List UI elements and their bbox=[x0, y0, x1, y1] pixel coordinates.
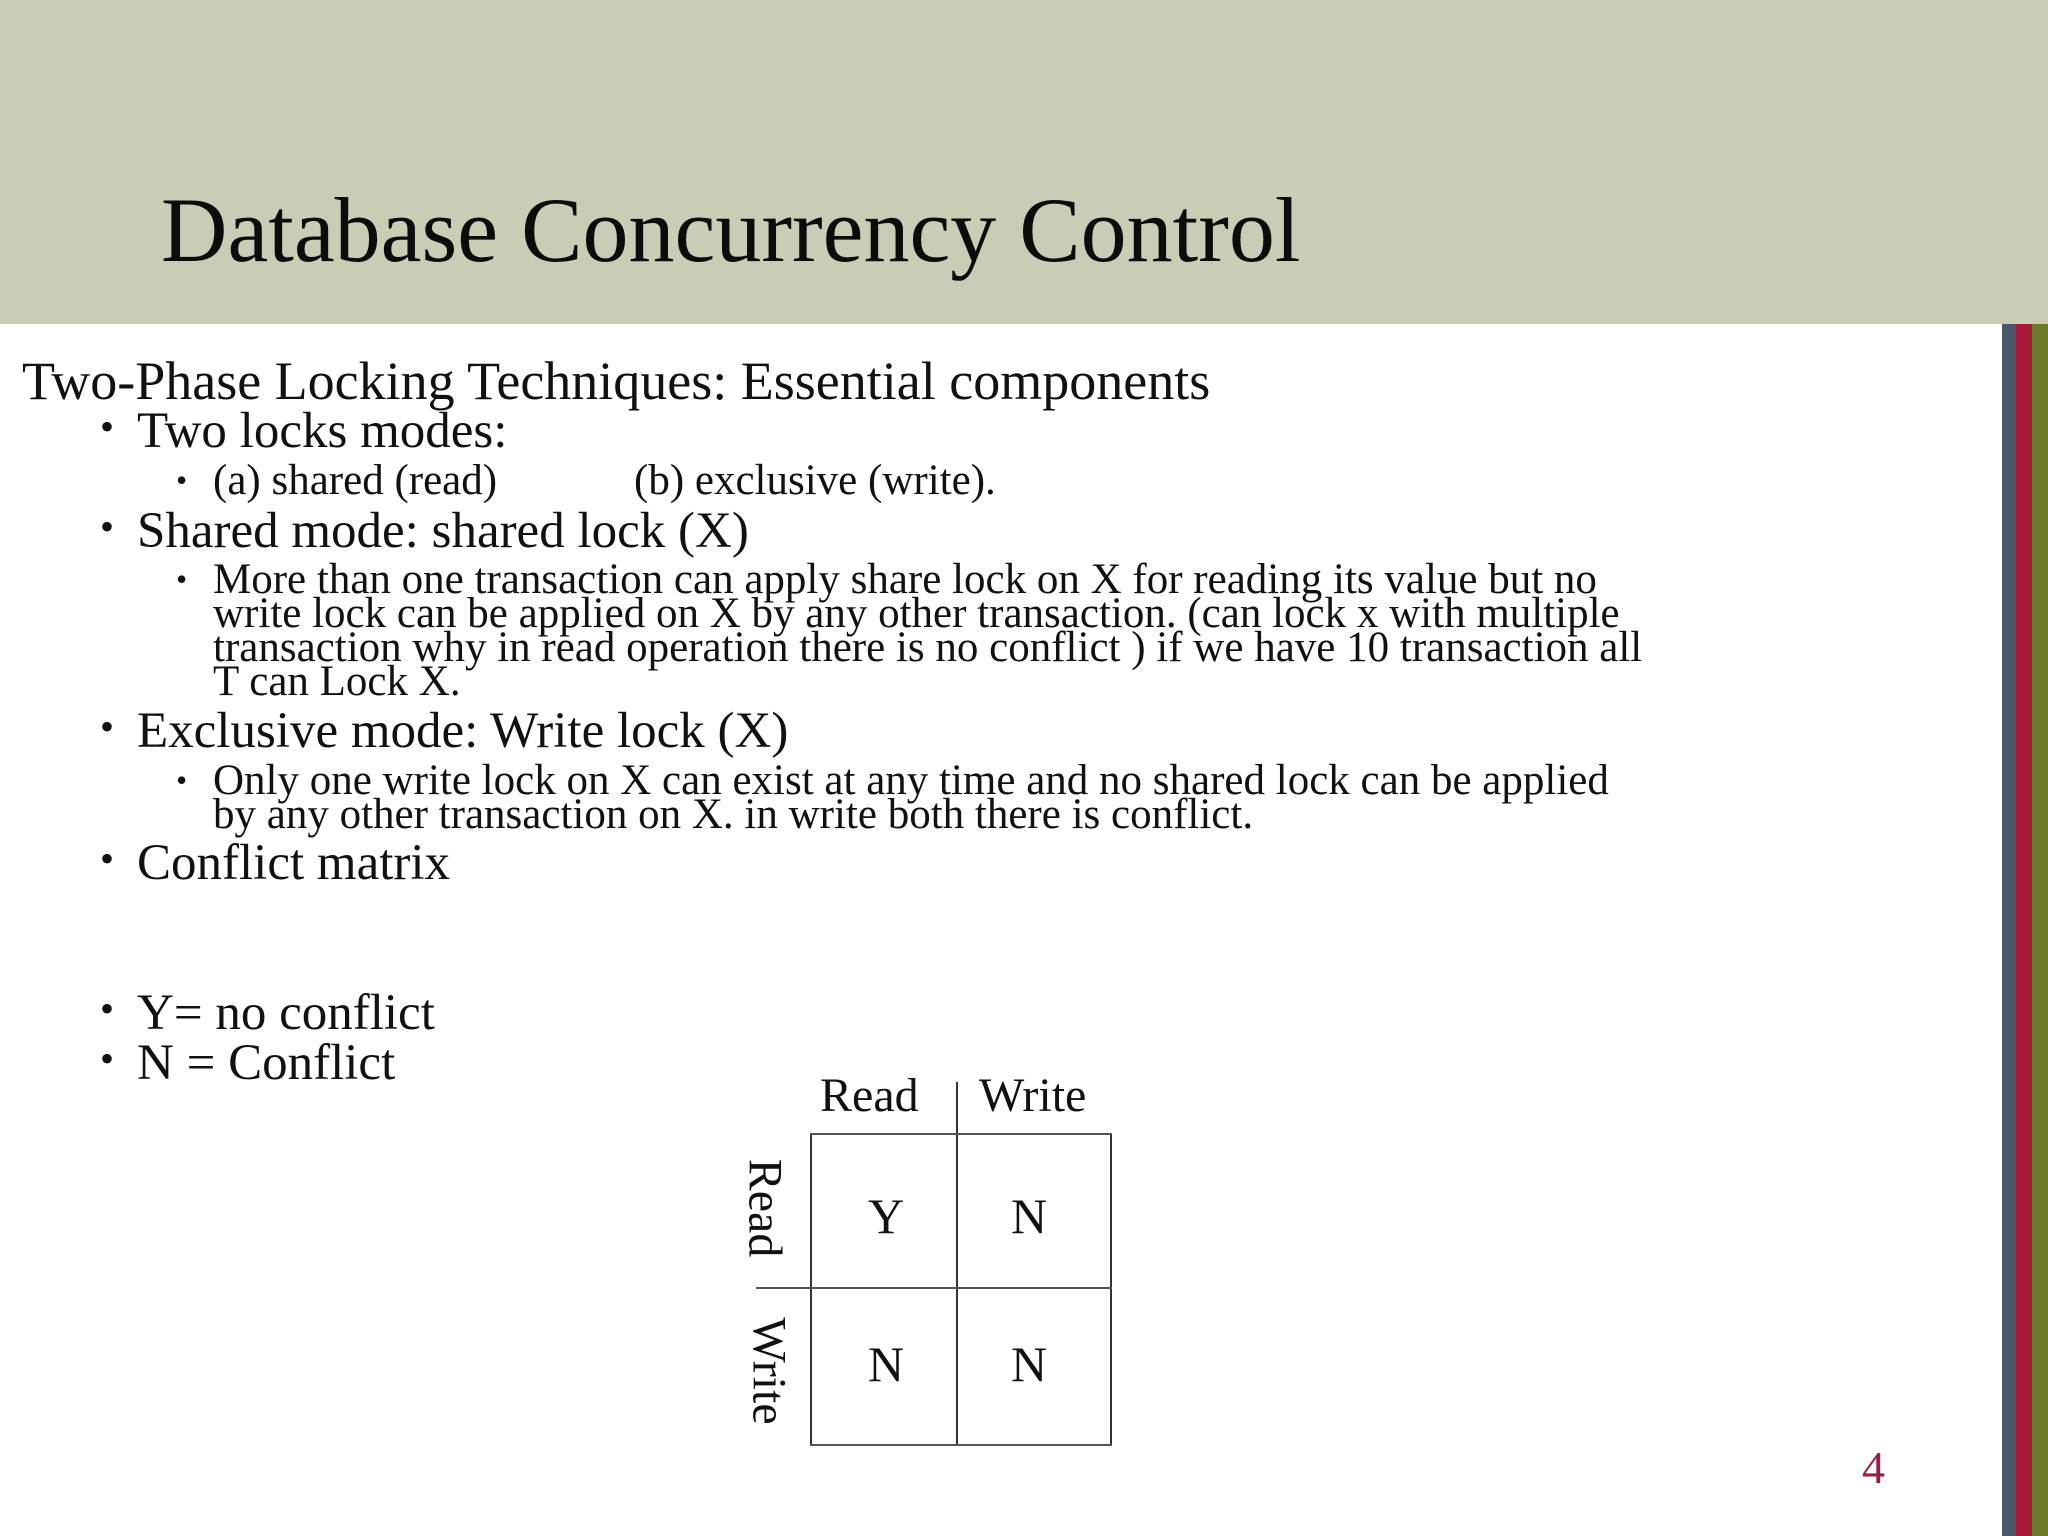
bullet-lock-modes: Two locks modes: bbox=[137, 403, 508, 459]
exclusive-detail-line-2: by any other transaction on X. in write both there is conflict. bbox=[213, 791, 1254, 838]
bullet-icon: • bbox=[100, 836, 115, 881]
page-number: 4 bbox=[1862, 1442, 1885, 1493]
matrix-col-header-read: Read bbox=[820, 1069, 919, 1122]
bullet-icon: • bbox=[100, 1036, 115, 1081]
matrix-row-header-read: Read bbox=[738, 1158, 792, 1258]
matrix-border-left bbox=[810, 1133, 812, 1446]
matrix-cell-read-read: Y bbox=[867, 1188, 905, 1244]
bullet-shared-mode: Shared mode: shared lock (X) bbox=[137, 503, 749, 559]
matrix-divider-vertical bbox=[956, 1082, 958, 1446]
decorative-stripe-red bbox=[2016, 324, 2032, 1536]
shared-detail-line-4: T can Lock X. bbox=[213, 658, 461, 705]
bullet-conflict-matrix: Conflict matrix bbox=[137, 835, 451, 891]
bullet-icon: • bbox=[100, 986, 115, 1031]
matrix-row-header-write: Write bbox=[742, 1317, 796, 1425]
sub-bullet-shared-read: (a) shared (read) bbox=[213, 457, 498, 504]
matrix-border-bottom bbox=[810, 1444, 1112, 1446]
sub-bullet-exclusive-write: (b) exclusive (write). bbox=[634, 457, 996, 504]
bullet-no-legend: N = Conflict bbox=[137, 1035, 396, 1091]
matrix-cell-read-write: N bbox=[1010, 1188, 1048, 1244]
matrix-cell-write-write: N bbox=[1010, 1336, 1048, 1392]
title-banner bbox=[0, 0, 2048, 324]
matrix-border-right bbox=[1110, 1133, 1112, 1446]
exclusive-detail-line-1: Only one write lock on X can exist at any time and no shared lock can be applied bbox=[213, 757, 1609, 804]
sub-bullet-icon: • bbox=[176, 762, 188, 798]
bullet-yes-legend: Y= no conflict bbox=[137, 985, 435, 1041]
matrix-col-header-write: Write bbox=[979, 1069, 1087, 1122]
sub-bullet-icon: • bbox=[176, 561, 188, 597]
shared-detail-line-1: More than one transaction can apply share lock on X for reading its value but no bbox=[213, 556, 1597, 603]
bullet-icon: • bbox=[100, 704, 115, 749]
shared-detail-line-3: transaction why in read operation there is no conflict ) if we have 10 transaction all bbox=[213, 624, 1643, 671]
decorative-stripe-green bbox=[2032, 324, 2048, 1536]
bullet-icon: • bbox=[100, 404, 115, 449]
matrix-divider-horizontal bbox=[756, 1287, 1112, 1289]
decorative-stripe-blue bbox=[2002, 324, 2016, 1536]
slide-title: Database Concurrency Control bbox=[161, 179, 1301, 281]
section-heading: Two-Phase Locking Techniques: Essential components bbox=[22, 351, 1211, 411]
sub-bullet-icon: • bbox=[176, 462, 188, 498]
bullet-icon: • bbox=[100, 504, 115, 549]
matrix-border-top bbox=[810, 1133, 1112, 1135]
matrix-cell-write-read: N bbox=[867, 1336, 905, 1392]
bullet-exclusive-mode: Exclusive mode: Write lock (X) bbox=[137, 703, 789, 759]
shared-detail-line-2: write lock can be applied on X by any other transaction. (can lock x with multiple bbox=[213, 590, 1620, 637]
